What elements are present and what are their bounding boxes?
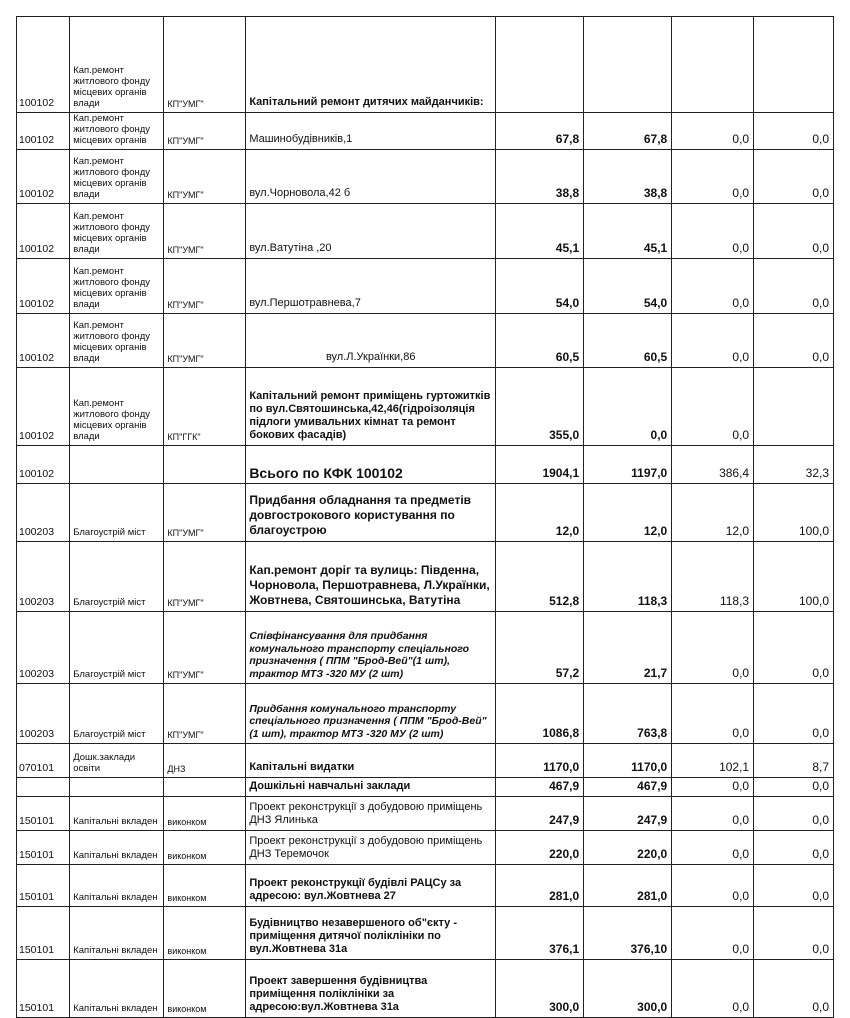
table-row — [17, 446, 834, 484]
kfk-code: 100102 — [17, 150, 70, 204]
value-percent: 8,7 — [754, 744, 834, 778]
value-actual: 0,0 — [672, 797, 754, 831]
value-percent — [754, 17, 834, 113]
item-name: вул.Ватутіна ,20 — [246, 204, 496, 259]
value-actual: 0,0 — [672, 204, 754, 259]
value-percent: 0,0 — [754, 113, 834, 150]
value-plan: 300,0 — [496, 960, 584, 1018]
table-row — [17, 113, 834, 150]
value-percent: 0,0 — [754, 778, 834, 797]
organization: КП"УМГ" — [164, 684, 246, 744]
kfk-code: 070101 — [17, 744, 70, 778]
value-adjusted: 12,0 — [584, 484, 672, 542]
organization: виконком — [164, 831, 246, 865]
kfk-code: 100102 — [17, 204, 70, 259]
item-name: вул.Чорновола,42 б — [246, 150, 496, 204]
organization: КП"УМГ" — [164, 612, 246, 684]
function-name: Кап.ремонт житлового фонду місцевих органів влади — [70, 150, 164, 204]
organization: КП"УМГ" — [164, 259, 246, 314]
organization: КП"ГГК" — [164, 368, 246, 446]
value-actual: 0,0 — [672, 314, 754, 368]
value-plan: 355,0 — [496, 368, 584, 446]
kfk-code: 100203 — [17, 484, 70, 542]
value-adjusted: 1170,0 — [584, 744, 672, 778]
value-plan: 376,1 — [496, 907, 584, 960]
kfk-code: 100203 — [17, 542, 70, 612]
kfk-code: 150101 — [17, 831, 70, 865]
value-adjusted: 281,0 — [584, 865, 672, 907]
value-plan: 220,0 — [496, 831, 584, 865]
table-row — [17, 865, 834, 907]
value-plan: 12,0 — [496, 484, 584, 542]
function-name: Кап.ремонт житлового фонду місцевих органів влади — [70, 17, 164, 113]
value-percent: 0,0 — [754, 865, 834, 907]
value-adjusted: 38,8 — [584, 150, 672, 204]
table-row — [17, 368, 834, 446]
table-row — [17, 778, 834, 797]
function-name: Кап.ремонт житлового фонду місцевих органів влади — [70, 204, 164, 259]
value-actual: 0,0 — [672, 150, 754, 204]
value-plan: 60,5 — [496, 314, 584, 368]
table-row — [17, 744, 834, 778]
value-percent: 0,0 — [754, 150, 834, 204]
total-label: Всього по КФК 100102 — [246, 446, 496, 484]
organization: виконком — [164, 797, 246, 831]
value-plan: 54,0 — [496, 259, 584, 314]
value-adjusted: 467,9 — [584, 778, 672, 797]
value-plan: 1086,8 — [496, 684, 584, 744]
table-row — [17, 259, 834, 314]
value-percent: 100,0 — [754, 484, 834, 542]
table-row — [17, 17, 834, 113]
table-row — [17, 314, 834, 368]
table-row — [17, 612, 834, 684]
function-name — [70, 446, 164, 484]
item-name: Дошкільні навчальні заклади — [246, 778, 496, 797]
item-name: Капітальний ремонт дитячих майданчиків: — [246, 17, 496, 113]
value-adjusted: 45,1 — [584, 204, 672, 259]
organization: КП"УМГ" — [164, 484, 246, 542]
item-name: Співфінансування для придбання комунального транспорту спеціального призначення ( ППМ "Брод-Вей"(1 шт), трактор МТЗ -320 МУ (2 шт) — [246, 612, 496, 684]
value-plan — [496, 17, 584, 113]
value-plan: 247,9 — [496, 797, 584, 831]
value-plan: 45,1 — [496, 204, 584, 259]
function-name: Кап.ремонт житлового фонду місцевих органів — [70, 113, 164, 150]
kfk-code: 150101 — [17, 907, 70, 960]
value-adjusted: 376,10 — [584, 907, 672, 960]
value-percent: 0,0 — [754, 960, 834, 1018]
value-adjusted — [584, 17, 672, 113]
value-adjusted: 220,0 — [584, 831, 672, 865]
organization: КП"УМГ" — [164, 314, 246, 368]
function-name: Капітальні вкладен — [70, 831, 164, 865]
value-adjusted: 21,7 — [584, 612, 672, 684]
value-actual — [672, 17, 754, 113]
value-adjusted: 118,3 — [584, 542, 672, 612]
function-name: Кап.ремонт житлового фонду місцевих органів влади — [70, 314, 164, 368]
value-adjusted: 247,9 — [584, 797, 672, 831]
value-actual: 102,1 — [672, 744, 754, 778]
value-actual: 0,0 — [672, 684, 754, 744]
kfk-code — [17, 778, 70, 797]
value-plan: 1170,0 — [496, 744, 584, 778]
function-name: Благоустрій міст — [70, 612, 164, 684]
value-percent: 0,0 — [754, 797, 834, 831]
value-adjusted: 67,8 — [584, 113, 672, 150]
value-percent: 0,0 — [754, 831, 834, 865]
value-actual: 0,0 — [672, 259, 754, 314]
value-percent: 0,0 — [754, 907, 834, 960]
value-percent: 0,0 — [754, 259, 834, 314]
function-name: Капітальні вкладен — [70, 865, 164, 907]
value-adjusted: 1197,0 — [584, 446, 672, 484]
function-name: Капітальні вкладен — [70, 907, 164, 960]
table-row — [17, 484, 834, 542]
budget-sheet — [16, 16, 834, 1014]
table-row — [17, 542, 834, 612]
value-actual: 0,0 — [672, 778, 754, 797]
kfk-code: 100203 — [17, 684, 70, 744]
kfk-code: 100102 — [17, 446, 70, 484]
organization: КП"УМГ" — [164, 150, 246, 204]
function-name: Благоустрій міст — [70, 484, 164, 542]
kfk-code: 150101 — [17, 797, 70, 831]
value-plan: 1904,1 — [496, 446, 584, 484]
budget-table — [16, 16, 834, 1018]
value-plan: 38,8 — [496, 150, 584, 204]
item-name: вул.Першотравнева,7 — [246, 259, 496, 314]
table-row — [17, 684, 834, 744]
function-name: Дошк.заклади освіти — [70, 744, 164, 778]
value-adjusted: 763,8 — [584, 684, 672, 744]
function-name: Благоустрій міст — [70, 684, 164, 744]
kfk-code: 150101 — [17, 865, 70, 907]
function-name: Кап.ремонт житлового фонду місцевих органів влади — [70, 259, 164, 314]
organization: виконком — [164, 865, 246, 907]
item-name: вул.Л.Українки,86 — [246, 314, 496, 368]
value-plan: 281,0 — [496, 865, 584, 907]
organization: виконком — [164, 907, 246, 960]
value-plan: 512,8 — [496, 542, 584, 612]
value-actual: 0,0 — [672, 865, 754, 907]
value-percent — [754, 368, 834, 446]
value-plan: 467,9 — [496, 778, 584, 797]
value-actual: 0,0 — [672, 960, 754, 1018]
item-name: Будівництво незавершеного об"єкту - приміщення дитячої поліклініки по вул.Жовтнева 31а — [246, 907, 496, 960]
value-actual: 0,0 — [672, 907, 754, 960]
table-row — [17, 831, 834, 865]
value-actual: 118,3 — [672, 542, 754, 612]
organization: КП"УМГ" — [164, 17, 246, 113]
item-name: Придбання обладнання та предметів довгострокового користування по благоустрою — [246, 484, 496, 542]
kfk-code: 100102 — [17, 259, 70, 314]
value-adjusted: 60,5 — [584, 314, 672, 368]
value-percent: 100,0 — [754, 542, 834, 612]
organization — [164, 778, 246, 797]
organization: виконком — [164, 960, 246, 1018]
organization — [164, 446, 246, 484]
value-plan: 67,8 — [496, 113, 584, 150]
item-name: Капітальні видатки — [246, 744, 496, 778]
value-actual: 0,0 — [672, 612, 754, 684]
kfk-code: 150101 — [17, 960, 70, 1018]
value-percent: 0,0 — [754, 314, 834, 368]
item-name: Капітальний ремонт приміщень гуртожитків по вул.Святошинська,42,46(гідроізоляція підлоги умивальних кімнат та ремонт бокових фасадів) — [246, 368, 496, 446]
function-name: Кап.ремонт житлового фонду місцевих органів влади — [70, 368, 164, 446]
organization: КП"УМГ" — [164, 542, 246, 612]
value-percent: 0,0 — [754, 612, 834, 684]
organization: КП"УМГ" — [164, 113, 246, 150]
kfk-code: 100102 — [17, 113, 70, 150]
function-name: Капітальні вкладен — [70, 960, 164, 1018]
table-row — [17, 960, 834, 1018]
value-plan: 57,2 — [496, 612, 584, 684]
item-name: Проект реконструкції з добудовою приміщень ДНЗ Ялинька — [246, 797, 496, 831]
value-adjusted: 54,0 — [584, 259, 672, 314]
function-name — [70, 778, 164, 797]
value-percent: 0,0 — [754, 204, 834, 259]
table-row — [17, 150, 834, 204]
item-name: Кап.ремонт доріг та вулиць: Південна, Чорновола, Першотравнева, Л.Українки, Жовтнева, Святошинська, Ватутіна — [246, 542, 496, 612]
kfk-code: 100203 — [17, 612, 70, 684]
item-name: Проект реконструкції будівлі РАЦСу за адресою: вул.Жовтнева 27 — [246, 865, 496, 907]
table-row — [17, 907, 834, 960]
organization: ДНЗ — [164, 744, 246, 778]
value-actual: 0,0 — [672, 831, 754, 865]
item-name: Проект завершення будівництва приміщення поліклініки за адресою:вул.Жовтнева 31а — [246, 960, 496, 1018]
table-row — [17, 797, 834, 831]
value-actual: 0,0 — [672, 113, 754, 150]
table-row — [17, 204, 834, 259]
kfk-code: 100102 — [17, 17, 70, 113]
item-name: Машинобудівників,1 — [246, 113, 496, 150]
value-adjusted: 300,0 — [584, 960, 672, 1018]
function-name: Капітальні вкладен — [70, 797, 164, 831]
organization: КП"УМГ" — [164, 204, 246, 259]
kfk-code: 100102 — [17, 368, 70, 446]
item-name: Придбання комунального транспорту спеціального призначення ( ППМ "Брод-Вей"(1 шт), трактор МТЗ -320 МУ (2 шт) — [246, 684, 496, 744]
kfk-code: 100102 — [17, 314, 70, 368]
value-actual: 0,0 — [672, 368, 754, 446]
value-actual: 386,4 — [672, 446, 754, 484]
value-adjusted: 0,0 — [584, 368, 672, 446]
value-percent: 32,3 — [754, 446, 834, 484]
value-actual: 12,0 — [672, 484, 754, 542]
item-name: Проект реконструкції з добудовою приміщень ДНЗ Теремочок — [246, 831, 496, 865]
value-percent: 0,0 — [754, 684, 834, 744]
function-name: Благоустрій міст — [70, 542, 164, 612]
